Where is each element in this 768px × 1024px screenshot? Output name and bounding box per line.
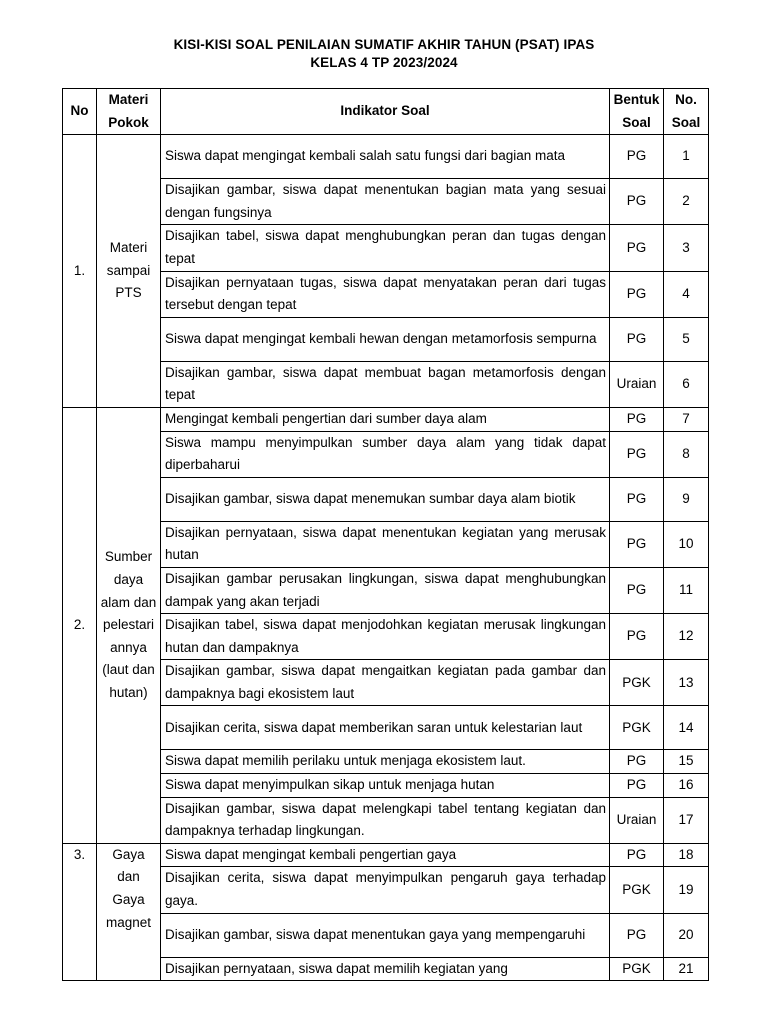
header-materi-line1: Materi [108,92,149,107]
bentuk-soal-cell: PG [610,135,664,179]
no-soal-cell: 3 [664,225,709,271]
materi-line: annya [110,639,147,655]
table-row [63,843,709,867]
bentuk-soal-cell: PG [610,271,664,317]
bentuk-soal-cell: PG [610,407,664,431]
document-title: KISI-KISI SOAL PENILAIAN SUMATIF AKHIR TAHUN (PSAT) IPAS [173,37,595,52]
materi-line: hutan) [109,684,148,700]
section-materi-pokok [97,135,161,408]
no-soal-cell: 6 [664,361,709,407]
bentuk-soal-cell: Uraian [610,361,664,407]
no-soal-cell: 2 [664,179,709,225]
no-soal-cell: 19 [664,867,709,913]
no-soal-cell: 9 [664,477,709,521]
section-number: 3. [63,843,97,980]
materi-line: alam dan [100,594,157,610]
indikator-cell: Disajikan pernyataan tugas, siswa dapat menyatakan peran dari tugas tersebut dengan tepat [161,271,610,317]
materi-line: sampai [106,262,151,278]
no-soal-cell: 18 [664,843,709,867]
indikator-cell: Disajikan tabel, siswa dapat menghubungkan peran dan tugas dengan tepat [161,225,610,271]
kisi-kisi-table [62,88,709,981]
indikator-cell: Siswa mampu menyimpulkan sumber daya alam yang tidak dapat diperbaharui [161,431,610,477]
no-soal-cell: 15 [664,750,709,774]
no-soal-cell: 12 [664,614,709,660]
no-soal-cell: 7 [664,407,709,431]
indikator-cell: Disajikan gambar, siswa dapat mengaitkan kegiatan pada gambar dan dampaknya bagi ekosistem laut [161,660,610,706]
indikator-cell: Disajikan pernyataan, siswa dapat menentukan kegiatan yang merusak hutan [161,521,610,567]
indikator-cell: Disajikan gambar, siswa dapat menentukan bagian mata yang sesuai dengan fungsinya [161,179,610,225]
indikator-cell: Siswa dapat mengingat kembali hewan dengan metamorfosis sempurna [161,317,610,361]
no-soal-cell: 20 [664,913,709,957]
header-no-soal [664,89,709,135]
indikator-cell: Mengingat kembali pengertian dari sumber daya alam [161,407,610,431]
no-soal-cell: 21 [664,957,709,981]
table-row [63,407,709,431]
no-soal-cell: 10 [664,521,709,567]
materi-line: Gaya [112,892,145,908]
bentuk-soal-cell: PGK [610,706,664,750]
no-soal-cell: 13 [664,660,709,706]
header-materi-line2: Pokok [108,114,149,130]
table-row [63,135,709,179]
header-bentuk-soal [610,89,664,135]
bentuk-soal-cell: PG [610,843,664,867]
indikator-cell: Siswa dapat menyimpulkan sikap untuk menjaga hutan [161,774,610,798]
no-soal-cell: 4 [664,271,709,317]
header-indikator: Indikator Soal [161,89,610,135]
indikator-cell: Disajikan gambar, siswa dapat menentukan gaya yang mempengaruhi [161,913,610,957]
no-soal-cell: 8 [664,431,709,477]
bentuk-soal-cell: PG [610,317,664,361]
bentuk-soal-cell: PG [610,477,664,521]
indikator-cell: Disajikan gambar, siswa dapat melengkapi tabel tentang kegiatan dan dampaknya terhadap lingkungan. [161,797,610,843]
indikator-cell: Disajikan pernyataan, siswa dapat memilih kegiatan yang [161,957,610,981]
indikator-cell: Disajikan tabel, siswa dapat menjodohkan kegiatan merusak lingkungan hutan dan dampaknya [161,614,610,660]
header-row [63,89,709,135]
indikator-cell: Disajikan gambar, siswa dapat membuat bagan metamorfosis dengan tepat [161,361,610,407]
document-subtitle: KELAS 4 TP 2023/2024 [310,55,458,70]
materi-line: PTS [115,285,142,301]
indikator-cell: Siswa dapat memilih perilaku untuk menjaga ekosistem laut. [161,750,610,774]
section-materi-pokok [97,843,161,980]
no-soal-cell: 1 [664,135,709,179]
bentuk-soal-cell: PG [610,179,664,225]
bentuk-soal-cell: PG [610,750,664,774]
indikator-cell: Siswa dapat mengingat kembali salah satu fungsi dari bagian mata [161,135,610,179]
section-materi-pokok [97,407,161,843]
no-soal-cell: 17 [664,797,709,843]
bentuk-soal-cell: Uraian [610,797,664,843]
bentuk-soal-cell: PGK [610,867,664,913]
no-soal-cell: 14 [664,706,709,750]
section-number: 1. [63,135,97,408]
indikator-cell: Siswa dapat mengingat kembali pengertian gaya [161,843,610,867]
materi-line: daya [113,571,144,587]
header-nosoal-line2: Soal [671,114,701,130]
no-soal-cell: 5 [664,317,709,361]
bentuk-soal-cell: PG [610,431,664,477]
bentuk-soal-cell: PG [610,774,664,798]
materi-line: Materi [109,240,148,256]
indikator-cell: Disajikan cerita, siswa dapat menyimpulkan pengaruh gaya terhadap gaya. [161,867,610,913]
bentuk-soal-cell: PG [610,614,664,660]
materi-line: (laut dan [102,662,155,678]
materi-line: Sumber [104,549,153,565]
materi-line: dan [117,869,140,885]
materi-line: pelestari [102,617,155,633]
header-bentuk-line1: Bentuk [613,92,660,107]
bentuk-soal-cell: PGK [610,957,664,981]
indikator-cell: Disajikan gambar perusakan lingkungan, siswa dapat menghubungkan dampak yang akan terjadi [161,567,610,613]
bentuk-soal-cell: PG [610,225,664,271]
bentuk-soal-cell: PG [610,521,664,567]
bentuk-soal-cell: PG [610,567,664,613]
bentuk-soal-cell: PGK [610,660,664,706]
header-bentuk-line2: Soal [622,114,651,130]
no-soal-cell: 16 [664,774,709,798]
header-materi-pokok [97,89,161,135]
section-number: 2. [63,407,97,843]
materi-line: Gaya [112,846,145,862]
header-no: No [63,89,97,135]
no-soal-cell: 11 [664,567,709,613]
header-nosoal-line1: No. [675,92,697,107]
bentuk-soal-cell: PG [610,913,664,957]
indikator-cell: Disajikan gambar, siswa dapat menemukan sumbar daya alam biotik [161,477,610,521]
materi-line: magnet [105,914,152,930]
indikator-cell: Disajikan cerita, siswa dapat memberikan saran untuk kelestarian laut [161,706,610,750]
